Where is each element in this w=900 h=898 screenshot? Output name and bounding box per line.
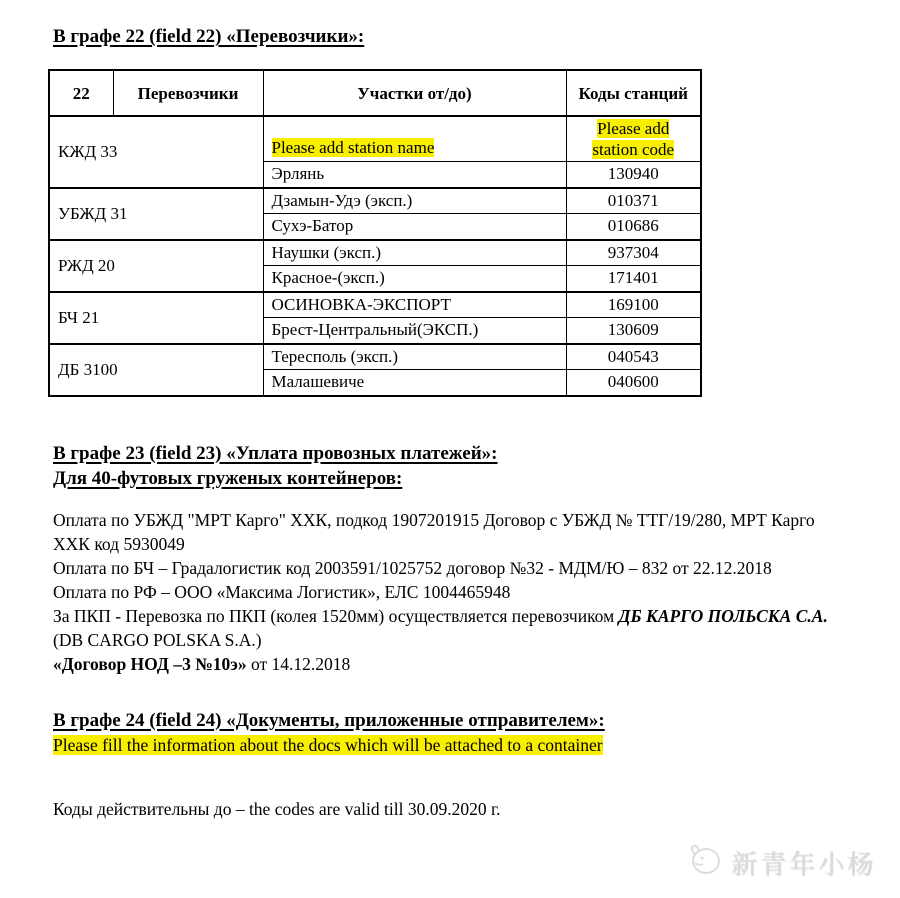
col-header-sections: Участки от/до) xyxy=(263,70,566,116)
payment-paragraph-pkp xyxy=(53,604,853,652)
station-cell: ОСИНОВКА-ЭКСПОРТ xyxy=(263,292,566,318)
carrier-cell: ДБ 3100 xyxy=(49,344,263,396)
pkp-carrier-name: ДБ КАРГО ПОЛЬСКА С.А. xyxy=(618,605,828,626)
station-cell: Дзамын-Удэ (эксп.) xyxy=(263,188,566,214)
carriers-table xyxy=(48,69,702,397)
station-cell: Наушки (эксп.) xyxy=(263,240,566,266)
table-row xyxy=(49,344,701,370)
table-row xyxy=(49,240,701,266)
col-header-codes: Коды станций xyxy=(566,70,701,116)
code-cell: 937304 xyxy=(566,240,701,266)
highlighted-note: Please fill the information about the docs which will be attached to a container xyxy=(53,734,603,755)
station-cell: Малашевиче xyxy=(263,370,566,396)
watermark xyxy=(681,841,876,884)
section-24 xyxy=(53,708,853,757)
col-header-field22: 22 xyxy=(49,70,113,116)
payment-paragraph-contract xyxy=(53,652,853,676)
code-cell: 130940 xyxy=(566,162,701,188)
watermark-bird-icon xyxy=(681,841,723,884)
section-22-heading: В графе 22 (field 22) «Перевозчики»: xyxy=(53,26,365,47)
code-cell: 010371 xyxy=(566,188,701,214)
payment-paragraph-ubzd: Оплата по УБЖД "МРТ Карго" ХХК, подкод 1907201915 Договор с УБЖД № ТТГ/19/280, МРТ Карго ХХК код 5930049 xyxy=(53,509,815,554)
station-cell: Эрлянь xyxy=(263,162,566,188)
carrier-cell: КЖД 33 xyxy=(49,116,263,188)
contract-name: «Договор НОД –3 №10э» xyxy=(53,653,247,674)
code-cell: 010686 xyxy=(566,214,701,240)
station-cell: Красное-(эксп.) xyxy=(263,266,566,292)
carrier-cell: РЖД 20 xyxy=(49,240,263,292)
table-row xyxy=(49,116,701,162)
code-cell: 040600 xyxy=(566,370,701,396)
payment-paragraphs xyxy=(53,508,853,676)
code-cell: 040543 xyxy=(566,344,701,370)
station-cell xyxy=(263,116,566,162)
docs-note-line xyxy=(53,733,853,757)
pkp-text: За ПКП - Перевозка по ПКП (колея 1520мм) осуществляется перевозчиком xyxy=(53,605,619,626)
section-24-heading: В графе 24 (field 24) «Документы, приложенные отправителем»: xyxy=(53,709,605,731)
station-cell: Брест-Центральный(ЭКСП.) xyxy=(263,318,566,344)
highlighted-placeholder: Please add station name xyxy=(271,138,435,157)
pkp-carrier-latin: (DB CARGO POLSKA S.A.) xyxy=(53,629,262,650)
table-row xyxy=(49,188,701,214)
code-cell: 171401 xyxy=(566,266,701,292)
payment-paragraph-rf: Оплата по РФ – ООО «Максима Логистик», ЕЛС 1004465948 xyxy=(53,581,511,602)
section-23 xyxy=(53,441,900,491)
watermark-text: 新青年小杨 xyxy=(730,850,876,880)
station-cell: Сухэ-Батор xyxy=(263,214,566,240)
table-row xyxy=(49,292,701,318)
highlighted-placeholder: Please add station code xyxy=(592,119,675,159)
codes-validity-line: Коды действительны до – the codes are valid till 30.09.2020 г. xyxy=(53,798,501,819)
col-header-carriers: Перевозчики xyxy=(113,70,263,116)
station-cell: Тересполь (эксп.) xyxy=(263,344,566,370)
carrier-cell: БЧ 21 xyxy=(49,292,263,344)
carrier-cell: УБЖД 31 xyxy=(49,188,263,240)
contract-date: от 14.12.2018 xyxy=(246,653,351,674)
code-cell: 130609 xyxy=(566,318,701,344)
section-23-heading: В графе 23 (field 23) «Уплата провозных платежей»: xyxy=(53,442,498,464)
code-cell: 169100 xyxy=(566,292,701,318)
table-header-row xyxy=(49,70,701,116)
section-23-subheading: Для 40-футовых груженых контейнеров: xyxy=(53,467,403,489)
payment-paragraph-bch: Оплата по БЧ – Градалогистик код 2003591/1025752 договор №32 - МДМ/Ю – 832 от 22.12.2018 xyxy=(53,557,772,578)
code-cell xyxy=(566,116,701,162)
